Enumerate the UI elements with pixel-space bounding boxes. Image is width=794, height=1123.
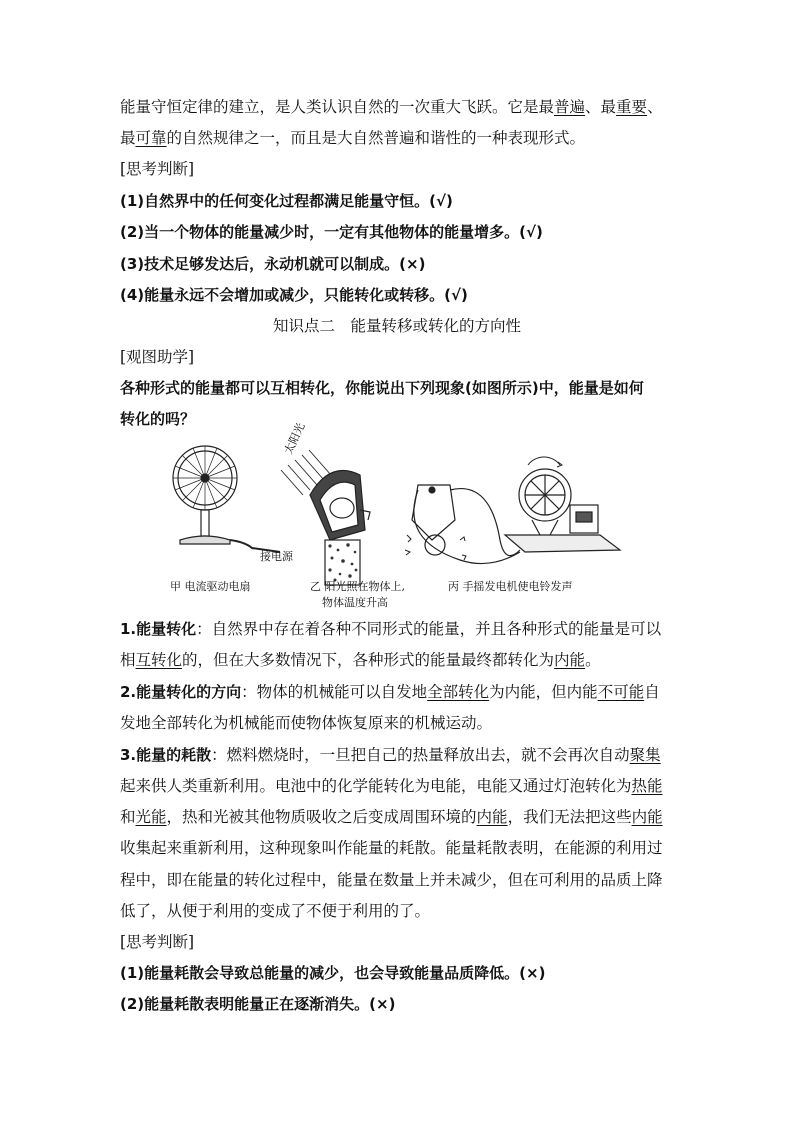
caption-a: 甲 电流驱动电扇 — [170, 580, 251, 593]
point-2-line-1 — [120, 682, 660, 702]
text-span: 为内能，但内能 — [489, 683, 598, 701]
text-span: 、最 — [585, 98, 617, 116]
point-1-line-2 — [120, 650, 601, 670]
text-span: 自 — [644, 683, 660, 701]
observe-title: [观图助学] — [120, 348, 195, 366]
underlined-term: 普遍 — [554, 98, 586, 116]
caption-b-line-2: 物体温度升高 — [322, 596, 388, 609]
text-span: 的自然规律之一，而且是大自然普遍和谐性的一种表现形式。 — [166, 129, 586, 147]
underlined-term: 光能 — [135, 808, 167, 826]
underlined-term: 全部转化 — [427, 683, 490, 701]
text-span: 最 — [120, 129, 136, 147]
question-line-2: 转化的吗？ — [120, 410, 196, 428]
energy-conversion-figure — [160, 420, 630, 610]
underlined-term: 聚集 — [629, 746, 661, 764]
think-judge-title: [思考判断] — [120, 160, 195, 178]
underlined-term: 互转化 — [135, 651, 183, 669]
text-span: ：燃料燃烧时，一旦把自己的热量释放出去，就不会再次自动 — [211, 746, 630, 764]
underlined-term: 内能 — [631, 808, 663, 826]
text-span: ：物体的机械能可以自发地 — [241, 683, 428, 701]
judgment-3: (3)技术足够发达后，永动机就可以制成。(×) — [120, 255, 426, 273]
judgment-4: (4)能量永远不会增加或减少，只能转化或转移。(√) — [120, 286, 468, 304]
text-span: 的，但在大多数情况下，各种形式的能量最终都转化为 — [182, 651, 555, 669]
point-3-line-5: 程中，即在能量的转化过程中，能量在数量上并未减少，但在可利用的品质上降 — [120, 871, 663, 889]
label-power: 接电源 — [260, 550, 293, 563]
judgment-5: (1)能量耗散会导致总能量的减少，也会导致能量品质降低。(×) — [120, 964, 546, 982]
point-3-line-2 — [120, 776, 663, 796]
text-span: 。 — [585, 651, 601, 669]
point-heading: 1.能量转化 — [120, 620, 197, 638]
point-3-line-1 — [120, 745, 661, 765]
underlined-term: 热能 — [631, 777, 663, 795]
underlined-term: 可靠 — [135, 129, 167, 147]
point-3-line-4: 收集起来重新利用，这种现象叫作能量的耗散。能量耗散表明，在能源的利用过 — [120, 839, 663, 857]
text-span: 相 — [120, 651, 136, 669]
point-heading: 2.能量转化的方向 — [120, 683, 242, 701]
intro-line-1 — [120, 97, 663, 117]
label-sunlight: 太阳光 — [281, 420, 308, 457]
point-1-line-1 — [120, 619, 661, 639]
point-2-line-2: 发地全部转化为机械能而使物体恢复原来的机械运动。 — [120, 714, 493, 732]
question-line-1: 各种形式的能量都可以互相转化，你能说出下列现象(如图所示)中，能量是如何 — [120, 379, 644, 397]
text-span: 和 — [120, 808, 136, 826]
judgment-2: (2)当一个物体的能量减少时，一定有其他物体的能量增多。(√) — [120, 223, 543, 241]
judgment-1: (1)自然界中的任何变化过程都满足能量守恒。(√) — [120, 192, 453, 210]
underlined-term: 不可能 — [597, 683, 645, 701]
think-judge-title-2: [思考判断] — [120, 933, 195, 951]
underlined-term: 重要 — [616, 98, 648, 116]
underlined-term: 内能 — [554, 651, 586, 669]
section-heading: 知识点二 能量转移或转化的方向性 — [272, 317, 521, 335]
hand-generator-bell-illustration — [405, 457, 620, 564]
point-3-line-6: 低了，从便于利用的变成了不便于利用的了。 — [120, 902, 431, 920]
text-span: ，热和光被其他物质吸收之后变成周围环境的 — [166, 808, 477, 826]
intro-line-2 — [120, 128, 585, 148]
sunlight-heating-illustration — [281, 450, 370, 585]
point-3-line-3 — [120, 807, 663, 827]
text-span: ，我们无法把这些 — [507, 808, 632, 826]
caption-c: 丙 手摇发电机使电铃发声 — [448, 580, 573, 593]
electric-fan-illustration — [173, 446, 280, 552]
judgment-6: (2)能量耗散表明能量正在逐渐消失。(×) — [120, 995, 396, 1013]
text-span: ：自然界中存在着各种不同形式的能量，并且各种形式的能量是可以 — [196, 620, 662, 638]
point-heading: 3.能量的耗散 — [120, 746, 212, 764]
caption-b-line-1: 乙 阳光照在物体上, — [310, 580, 405, 593]
text-span: 、 — [647, 98, 663, 116]
text-span: 能量守恒定律的建立，是人类认识自然的一次重大飞跃。它是最 — [120, 98, 555, 116]
underlined-term: 内能 — [476, 808, 508, 826]
text-span: 起来供人类重新利用。电池中的化学能转化为电能，电能又通过灯泡转化为 — [120, 777, 632, 795]
